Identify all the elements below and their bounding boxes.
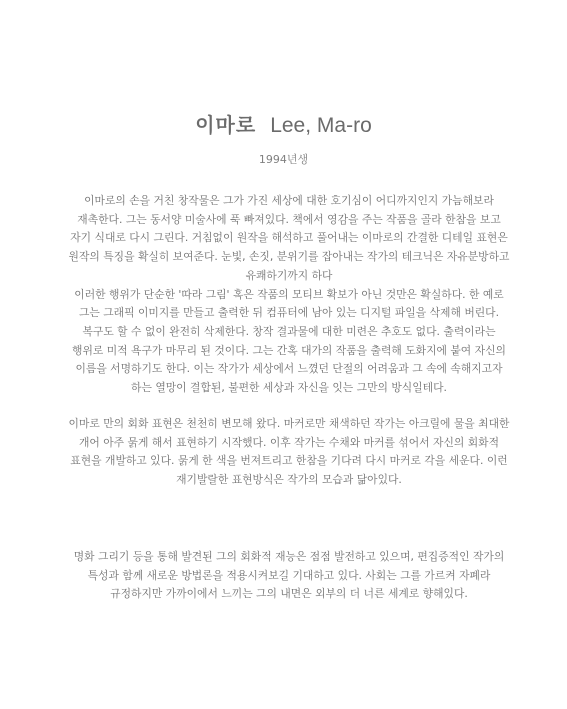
artist-name-english: Lee, Ma-ro [270, 114, 372, 137]
bio-line: 원작의 특징을 확실히 보여준다. 눈빛, 손짓, 분위기를 잡아내는 작가의 테크닉은 자유분방하고 [68, 250, 510, 264]
bio-paragraph-2 [50, 415, 528, 490]
bio-paragraph-3 [50, 548, 528, 604]
artist-birth-year: 1994년생 [258, 153, 309, 166]
bio-line: 재촉한다. 그는 동서양 미술사에 푹 빠져있다. 책에서 영감을 주는 작품을 골라 한참을 보고 [77, 212, 501, 226]
bio-line: 명화 그리기 등을 통해 발견된 그의 회화적 재능은 점점 발전하고 있으며, 편집증적인 작가의 [73, 550, 505, 563]
bio-line: 이마로 만의 회화 표현은 천천히 변모해 왔다. 마커로만 채색하던 작가는 아크릴에 물을 최대한 [68, 417, 510, 430]
bio-line: 이름을 서명하기도 한다. 이는 작가가 세상에서 느꼈던 단절의 어려움과 그 속에 속해지고자 [75, 362, 503, 376]
bio-line: 규정하지만 가까이에서 느끼는 그의 내면은 외부의 더 너른 세계로 향해있다. [110, 587, 468, 601]
bio-line: 표현을 개발하고 있다. 묽게 한 색을 번져트리고 한참을 기다려 다시 마커로 각을 세운다. 이런 [70, 454, 508, 468]
bio-line: 하는 열망이 결합된, 불편한 세상과 자신을 잇는 그만의 방식일테다. [131, 381, 447, 395]
bio-line: 그는 그래픽 이미지를 만들고 출력한 뒤 컴퓨터에 남아 있는 디지털 파일을 삭제해 버린다. [78, 306, 500, 320]
bio-line: 개어 아주 묽게 해서 표현하기 시작했다. 이후 작가는 수채와 마커를 섞어서 자신의 회화적 [78, 435, 500, 449]
bio-paragraph-1 [50, 192, 528, 398]
artist-name-heading [0, 111, 567, 140]
bio-line: 자기 식대로 다시 그린다. 거침없이 원작을 해석하고 풀어내는 이마로의 간결한 디테일 표현은 [70, 231, 508, 245]
bio-line: 이러한 행위가 단순한 '따라 그림' 혹은 작품의 모티브 확보가 아닌 것만은 확실하다. 한 예로 [74, 287, 504, 301]
bio-line: 이마로의 손을 거친 창작물은 그가 가진 세상에 대한 호기심이 어디까지인지 가늠해보라 [84, 194, 494, 207]
bio-line: 행위로 미적 욕구가 마무리 된 것이다. 그는 간혹 대가의 작품을 출력해 도화지에 붙여 자신의 [72, 343, 506, 357]
bio-line: 재기발랄한 표현방식은 작가의 모습과 닮아있다. [176, 473, 402, 487]
artist-name-korean: 이마로 [195, 113, 257, 137]
bio-line: 복구도 할 수 없이 완전히 삭제한다. 창작 결과물에 대한 미련은 추호도 없다. 출력이라는 [82, 324, 496, 338]
bio-line: 특성과 함께 새로운 방법론을 적용시켜보길 기대하고 있다. 사회는 그를 가르켜 자폐라 [87, 568, 491, 582]
bio-line: 유쾌하기까지 하다 [245, 268, 333, 282]
